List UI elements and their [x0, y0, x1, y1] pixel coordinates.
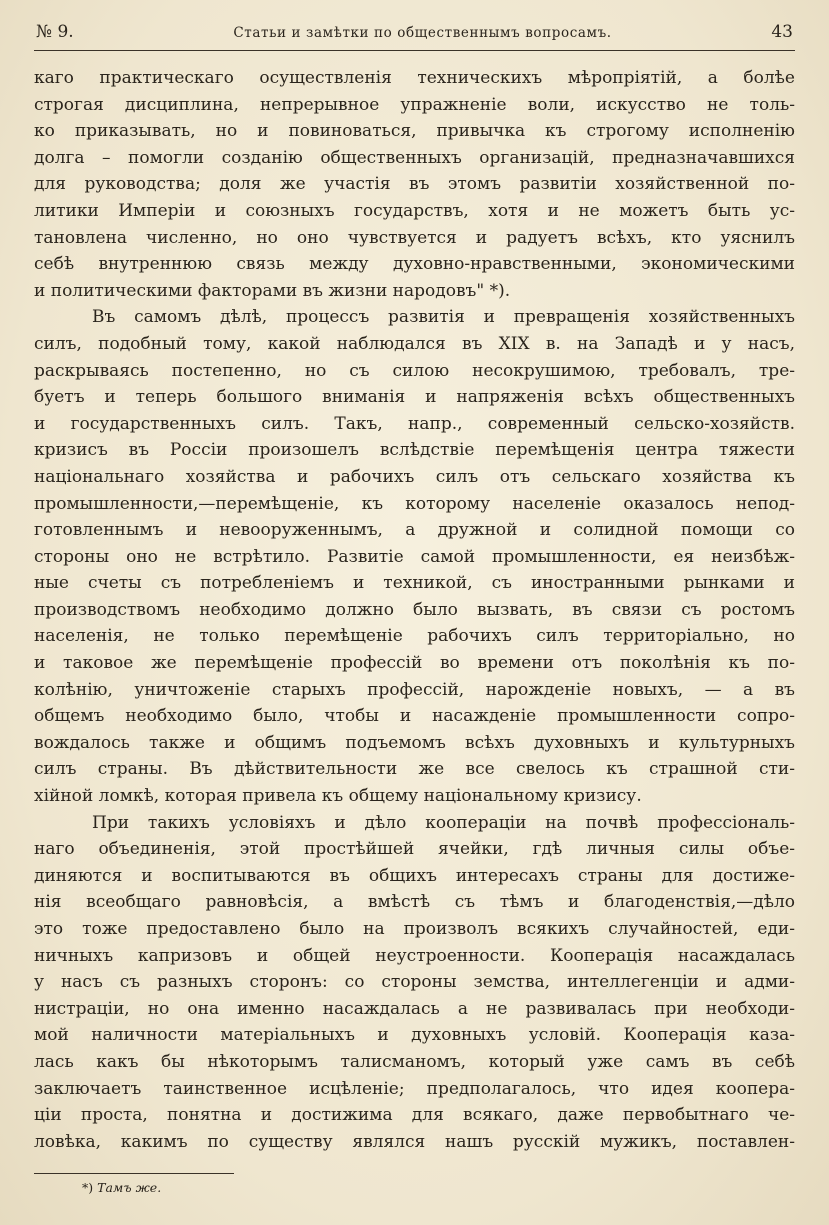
text-line: нистраціи, но она именно насаждалась а не развивалась при необходи-: [34, 998, 795, 1019]
text-line: наго объединенія, этой простѣйшей ячейки, гдѣ личныя силы объе-: [34, 839, 795, 860]
running-title: Статьи и замѣтки по общественнымъ вопросамъ.: [233, 25, 612, 41]
text-line: ловѣка, какимъ по существу являлся нашъ русскій мужикъ, поставлен-: [34, 1131, 795, 1152]
text-line: литики Имперіи и союзныхъ государствъ, хотя и не можетъ быть ус-: [34, 200, 795, 221]
text-line: тановлена численно, но оно чувствуется и радуетъ всѣхъ, кто уяснилъ: [34, 227, 795, 248]
text-line: національнаго хозяйства и рабочихъ силъ отъ сельскаго хозяйства къ: [34, 466, 795, 487]
text-line: общемъ необходимо было, чтобы и насажденіе промышленности сопро-: [34, 706, 795, 727]
text-line: буетъ и теперь большого вниманія и напряженія всѣхъ общественныхъ: [34, 387, 795, 408]
text-line: производствомъ необходимо должно было вызвать, въ связи съ ростомъ: [34, 599, 795, 620]
text-line: долга – помогли созданію общественныхъ организацій, предназначавшихся: [34, 147, 795, 168]
running-header: [34, 18, 795, 51]
text-line: это тоже предоставлено было на произволъ всякихъ случайностей, еди-: [34, 919, 795, 939]
text-line: лась какъ бы нѣкоторымъ талисманомъ, который уже самъ въ себѣ: [34, 1051, 795, 1072]
text-line: и таковое же перемѣщеніе профессій во времени отъ поколѣнія къ по-: [34, 653, 795, 674]
paragraph-start-line: Въ самомъ дѣлѣ, процессъ развитія и превращенія хозяйственныхъ: [92, 307, 795, 328]
page-number: 43: [771, 22, 793, 42]
text-line: стороны оно не встрѣтило. Развитіе самой промышленности, ея неизбѣж-: [34, 546, 795, 567]
text-line: и политическими факторами въ жизни народовъ" *).: [34, 280, 511, 301]
text-line: у насъ съ разныхъ сторонъ: со стороны земства, интеллегенціи и адми-: [34, 972, 795, 993]
text-line: ко приказывать, но и повиноваться, привычка къ строгому исполненію: [34, 121, 795, 142]
footnote: [34, 1180, 795, 1195]
text-line: диняются и воспитываются въ общихъ интересахъ страны для достиже-: [34, 865, 795, 886]
text-line: нія всеобщаго равновѣсія, а вмѣстѣ съ тѣмъ и благоденствія,—дѣло: [34, 892, 795, 913]
text-line: ничныхъ капризовъ и общей неустроенности. Кооперація насаждалась: [34, 945, 795, 966]
footnote-marker: *): [82, 1180, 94, 1196]
text-line: промышленности,—перемѣщеніе, къ которому населеніе оказалось непод-: [34, 493, 795, 514]
text-line: каго практическаго осуществленія техническихъ мѣропріятій, а болѣе: [34, 68, 795, 88]
text-line: хійной ломкѣ, которая привела къ общему національному кризису.: [34, 786, 642, 807]
issue-number: № 9.: [36, 22, 74, 42]
text-line: кризисъ въ Россіи произошелъ вслѣдствіе перемѣщенія центра тяжести: [34, 440, 795, 461]
text-line: строгая дисциплина, непрерывное упражненіе воли, искусство не толь-: [34, 94, 795, 115]
text-line: заключаетъ таинственное исцѣленіе; предполагалось, что идея коопера-: [34, 1078, 795, 1099]
text-line: ціи проста, понятна и достижима для всякаго, даже первобытнаго че-: [34, 1105, 795, 1126]
text-line: для руководства; доля же участія въ этомъ развитіи хозяйственной по-: [34, 174, 795, 195]
text-line: колѣнію, уничтоженіе старыхъ профессій, нарожденіе новыхъ, — а въ: [34, 679, 795, 700]
footnote-text: Тамъ же.: [97, 1180, 162, 1196]
text-line: населенія, не только перемѣщеніе рабочихъ силъ территоріально, но: [34, 626, 795, 647]
text-line: силъ, подобный тому, какой наблюдался въ XIX в. на Западѣ и у насъ,: [34, 333, 795, 354]
text-line: себѣ внутреннюю связь между духовно-нравственными, экономическими: [34, 254, 795, 275]
paragraph-start-line: При такихъ условіяхъ и дѣло коопераціи на почвѣ профессіональ-: [92, 812, 795, 833]
body-text: [34, 65, 795, 1155]
text-line: и государственныхъ силъ. Такъ, напр., современный сельско-хозяйств.: [34, 413, 795, 434]
text-line: вождалось также и общимъ подъемомъ всѣхъ духовныхъ и культурныхъ: [34, 732, 795, 753]
text-line: мой наличности матеріальныхъ и духовныхъ условій. Кооперація каза-: [34, 1025, 795, 1046]
text-line: раскрываясь постепенно, но съ силою несокрушимою, требовалъ, тре-: [34, 360, 795, 381]
text-line: готовленнымъ и невооруженнымъ, а дружной и солидной помощи со: [34, 520, 795, 541]
footnote-divider: [34, 1173, 234, 1174]
text-line: силъ страны. Въ дѣйствительности же все свелось къ страшной сти-: [34, 759, 795, 780]
text-line: ные счеты съ потребленіемъ и техникой, съ иностранными рынками и: [34, 573, 795, 594]
